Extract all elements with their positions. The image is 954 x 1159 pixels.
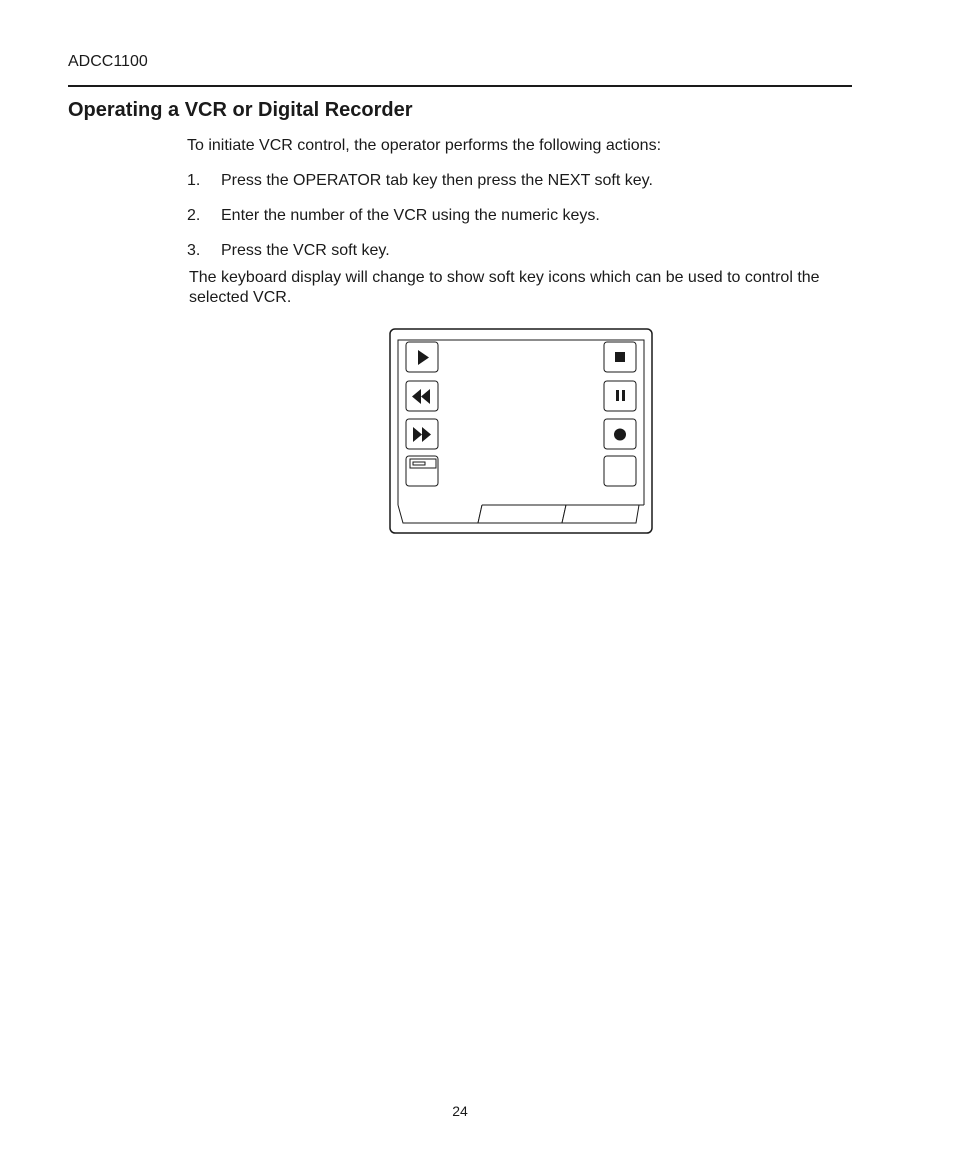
step-number: 1. (187, 172, 201, 189)
tape-icon (410, 459, 436, 468)
intro-text: To initiate VCR control, the operator performs the following actions: (187, 137, 662, 154)
step-text: Press the VCR soft key. (221, 242, 390, 259)
document-id: ADCC1100 (68, 53, 148, 70)
pause-key[interactable] (604, 381, 636, 411)
step-text: Press the OPERATOR tab key then press the NEXT soft key. (221, 172, 653, 189)
play-key[interactable] (406, 342, 438, 372)
tab-1[interactable] (398, 505, 482, 523)
rewind-key[interactable] (406, 381, 438, 411)
tape-key[interactable] (406, 456, 438, 486)
blank-key[interactable] (604, 456, 636, 486)
section-title: Operating a VCR or Digital Recorder (68, 99, 413, 121)
step-text: Enter the number of the VCR using the numeric keys. (221, 207, 600, 224)
step-2 (187, 207, 600, 225)
header-divider (68, 85, 852, 87)
tab-2[interactable] (478, 505, 566, 523)
page-number: 24 (452, 1103, 468, 1119)
fast-forward-key[interactable] (406, 419, 438, 449)
tab-3[interactable] (562, 505, 639, 523)
step-1 (187, 172, 653, 190)
record-key[interactable] (604, 419, 636, 449)
step-number: 2. (187, 207, 201, 224)
stop-key[interactable] (604, 342, 636, 372)
vcr-keyboard-display-figure (389, 328, 653, 535)
stop-icon (615, 352, 625, 362)
display-tabs (398, 505, 644, 523)
record-icon (614, 429, 626, 441)
step-number: 3. (187, 242, 201, 259)
display-note: The keyboard display will change to show soft key icons which can be used to control the selected VCR. (189, 269, 820, 306)
step-3 (187, 242, 390, 260)
